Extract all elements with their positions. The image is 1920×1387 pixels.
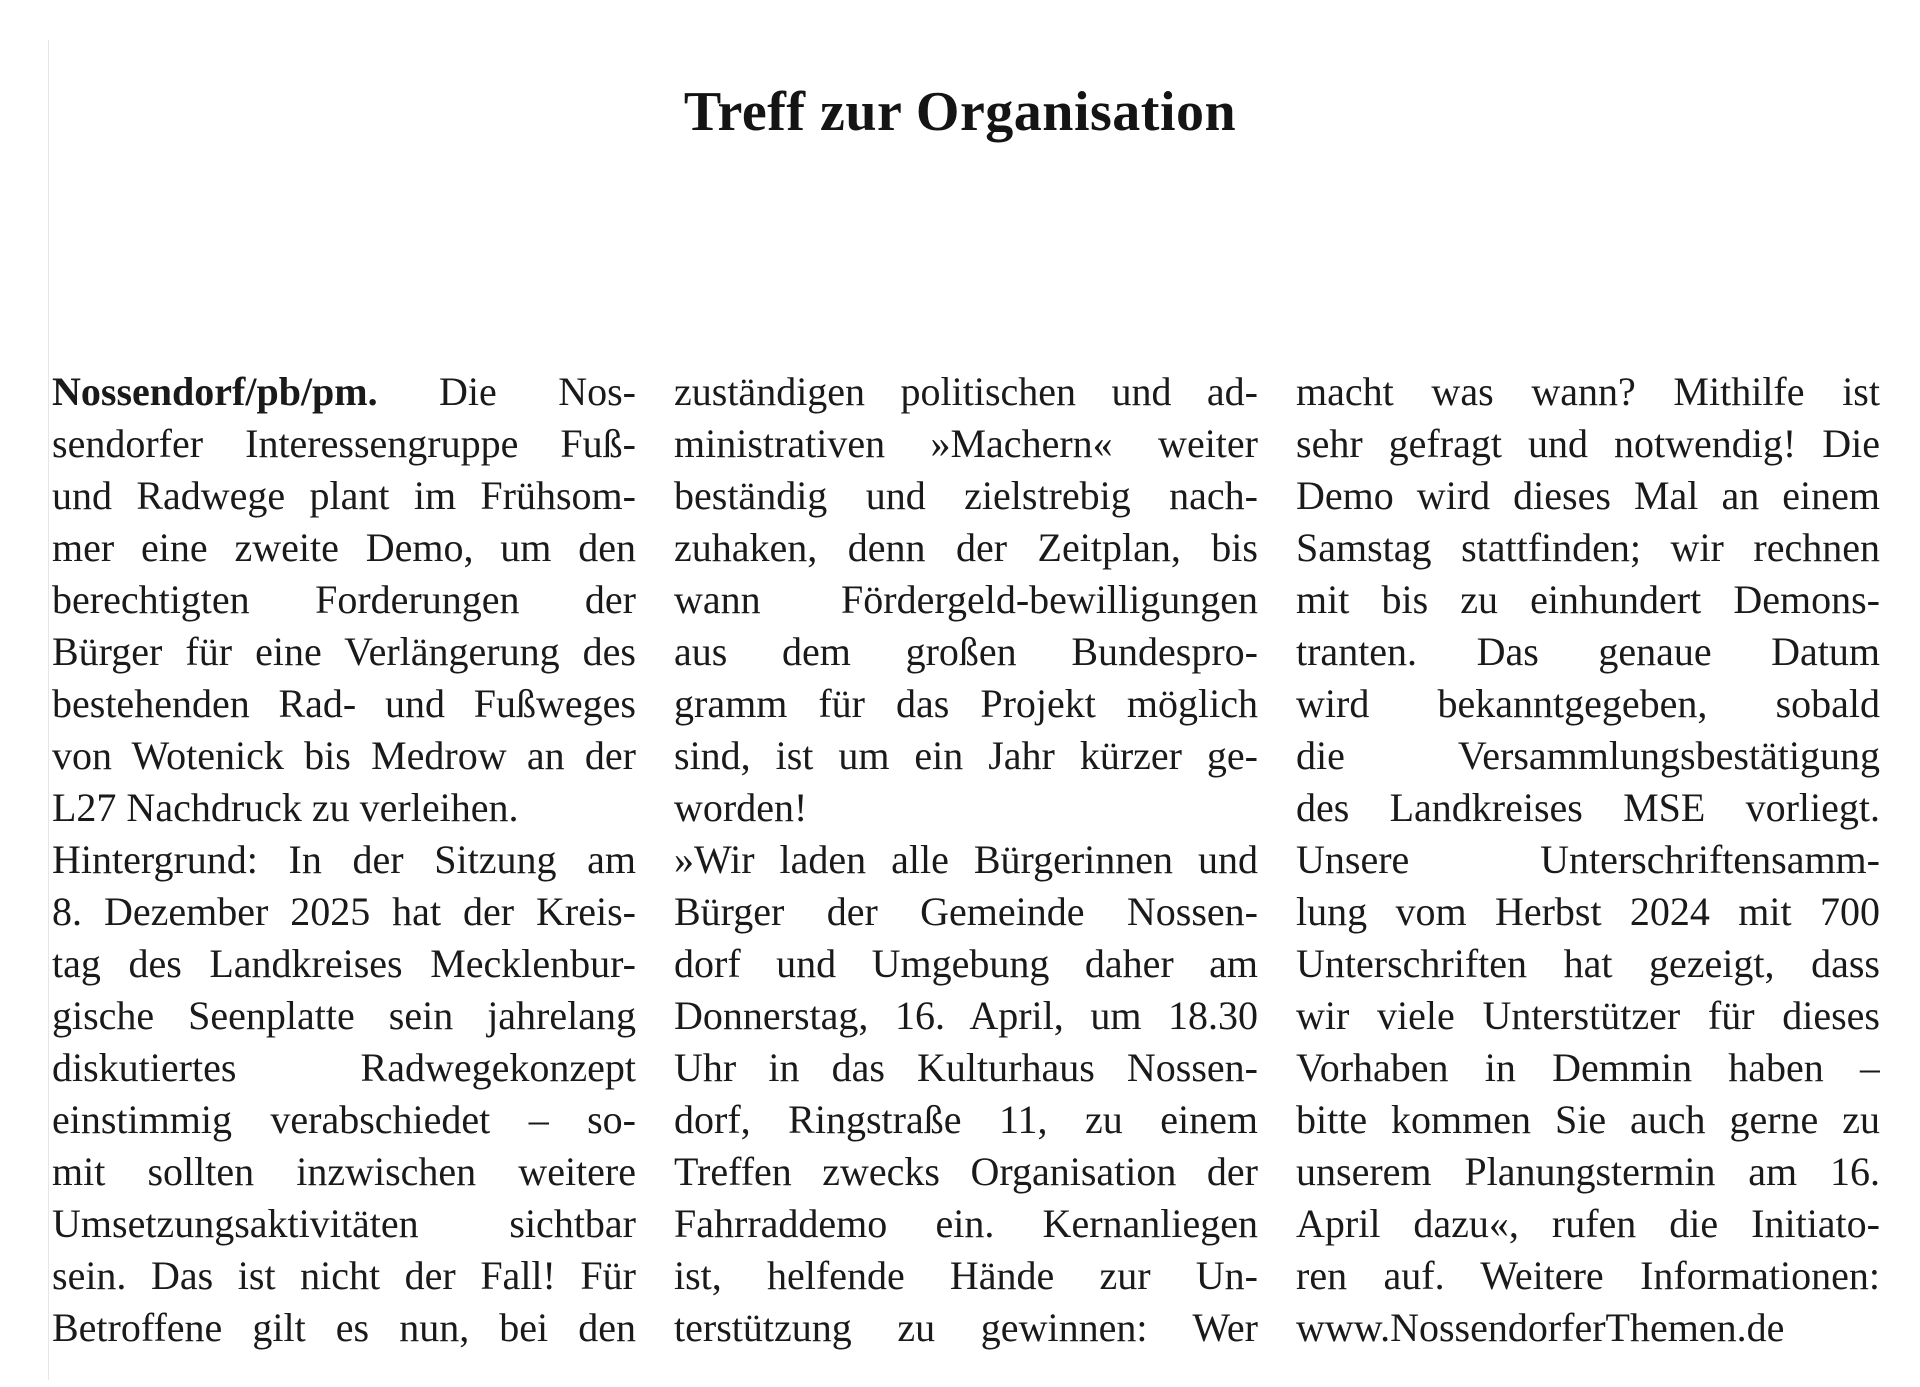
line-text: beständig und zielstrebig nach- [674, 473, 1258, 518]
text-line [52, 1250, 636, 1302]
line-text: mit sollten inzwischen weitere [52, 1149, 636, 1194]
line-text: mer eine zweite Demo, um den [52, 525, 636, 570]
line-text: Betroffene gilt es nun, bei den [52, 1305, 636, 1350]
line-text: sind, ist um ein Jahr kürzer ge- [674, 733, 1258, 778]
text-line [52, 678, 636, 730]
text-line [674, 1094, 1258, 1146]
line-text: Uhr in das Kulturhaus Nossen- [674, 1045, 1258, 1090]
text-line [674, 470, 1258, 522]
text-line [1296, 730, 1880, 782]
line-text: L27 Nachdruck zu verleihen. [52, 785, 519, 830]
line-text: unserem Planungstermin am 16. [1296, 1149, 1880, 1194]
line-text: Umsetzungsaktivitäten sichtbar [52, 1201, 636, 1246]
line-text: wir viele Unterstützer für dieses [1296, 993, 1880, 1038]
text-line [674, 730, 1258, 782]
line-text: sein. Das ist nicht der Fall! Für [52, 1253, 636, 1298]
line-text: mit bis zu einhundert Demons- [1296, 577, 1880, 622]
text-line [52, 886, 636, 938]
text-line [52, 626, 636, 678]
article-column-2 [674, 366, 1258, 1356]
text-line [52, 834, 636, 886]
line-text: bestehenden Rad- und Fußweges [52, 681, 636, 726]
text-line [674, 938, 1258, 990]
article-column-1 [52, 366, 636, 1356]
line-text: Bürger für eine Verlängerung des [52, 629, 636, 674]
line-text: wann Fördergeld-bewilligungen [674, 577, 1258, 622]
text-line [674, 886, 1258, 938]
text-line [1296, 1042, 1880, 1094]
text-line [52, 1094, 636, 1146]
text-line [1296, 470, 1880, 522]
line-text: Vorhaben in Demmin haben – [1296, 1045, 1880, 1090]
text-line [52, 1146, 636, 1198]
text-line [52, 574, 636, 626]
line-text: wird bekanntgegeben, sobald [1296, 681, 1880, 726]
text-line [1296, 1250, 1880, 1302]
article-column-3 [1296, 366, 1880, 1356]
text-line [674, 834, 1258, 886]
line-text: Treffen zwecks Organisation der [674, 1149, 1258, 1194]
text-line [674, 1250, 1258, 1302]
line-text: tranten. Das genaue Datum [1296, 629, 1880, 674]
line-text: Demo wird dieses Mal an einem [1296, 473, 1880, 518]
text-line [52, 1042, 636, 1094]
line-text: und Radwege plant im Frühsom- [52, 473, 636, 518]
line-text: worden! [674, 785, 808, 830]
text-line [52, 782, 636, 834]
article-dateline: Nossendorf/pb/pm. [52, 369, 378, 414]
text-line [674, 574, 1258, 626]
text-line [674, 366, 1258, 418]
text-line [1296, 366, 1880, 418]
line-text: Bürger der Gemeinde Nossen- [674, 889, 1258, 934]
line-text: Samstag stattfinden; wir rechnen [1296, 525, 1880, 570]
line-text: dorf und Umgebung daher am [674, 941, 1258, 986]
text-line [1296, 834, 1880, 886]
line-text: gramm für das Projekt möglich [674, 681, 1258, 726]
text-line [52, 522, 636, 574]
text-line [674, 1198, 1258, 1250]
text-line [674, 782, 1258, 834]
line-text: ist, helfende Hände zur Un- [674, 1253, 1258, 1298]
line-text: die Versammlungsbestätigung [1296, 733, 1880, 778]
line-text: 8. Dezember 2025 hat der Kreis- [52, 889, 636, 934]
text-line [674, 522, 1258, 574]
line-text: terstützung zu gewinnen: Wer [674, 1305, 1258, 1350]
line-text: dorf, Ringstraße 11, zu einem [674, 1097, 1258, 1142]
text-line [52, 938, 636, 990]
text-line [1296, 886, 1880, 938]
article-headline: Treff zur Organisation [683, 81, 1237, 143]
text-line [1296, 678, 1880, 730]
line-text: aus dem großen Bundespro- [674, 629, 1258, 674]
line-text: Die Nos- [377, 369, 636, 414]
text-line [674, 990, 1258, 1042]
text-line [52, 1302, 636, 1354]
line-text: Unsere Unterschriftensamm- [1296, 837, 1880, 882]
line-text: tag des Landkreises Mecklenbur- [52, 941, 636, 986]
line-text: »Wir laden alle Bürgerinnen und [674, 837, 1258, 882]
text-line [1296, 626, 1880, 678]
text-line [674, 1302, 1258, 1354]
line-text: diskutiertes Radwegekonzept [52, 1045, 636, 1090]
line-text: ren auf. Weitere Informationen: [1296, 1253, 1880, 1298]
text-line [674, 626, 1258, 678]
text-line [1296, 418, 1880, 470]
text-line [52, 418, 636, 470]
text-line [674, 1146, 1258, 1198]
article-body [52, 366, 1880, 1356]
text-line [52, 366, 636, 418]
line-text: www.NossendorferThemen.de [1296, 1305, 1785, 1350]
line-text: sehr gefragt und notwendig! Die [1296, 421, 1880, 466]
text-line [1296, 782, 1880, 834]
line-text: sendorfer Interessengruppe Fuß- [52, 421, 636, 466]
text-line [674, 1042, 1258, 1094]
text-line [1296, 522, 1880, 574]
line-text: Unterschriften hat gezeigt, dass [1296, 941, 1880, 986]
line-text: von Wotenick bis Medrow an der [52, 733, 636, 778]
text-line [52, 1198, 636, 1250]
line-text: bitte kommen Sie auch gerne zu [1296, 1097, 1880, 1142]
text-line [674, 418, 1258, 470]
line-text: zuständigen politischen und ad- [674, 369, 1258, 414]
line-text: April dazu«, rufen die Initiato- [1296, 1201, 1880, 1246]
line-text: gische Seenplatte sein jahrelang [52, 993, 636, 1038]
line-text: des Landkreises MSE vorliegt. [1296, 785, 1880, 830]
text-line [1296, 938, 1880, 990]
line-text: lung vom Herbst 2024 mit 700 [1296, 889, 1880, 934]
text-line [1296, 1146, 1880, 1198]
text-line [1296, 1302, 1880, 1354]
line-text: zuhaken, denn der Zeitplan, bis [674, 525, 1258, 570]
text-line [52, 730, 636, 782]
line-text: berechtigten Forderungen der [52, 577, 636, 622]
text-line [674, 678, 1258, 730]
text-line [1296, 574, 1880, 626]
line-text: ministrativen »Machern« weiter [674, 421, 1258, 466]
line-text: Hintergrund: In der Sitzung am [52, 837, 636, 882]
article-subheadline [0, 232, 1920, 322]
line-text: Donnerstag, 16. April, um 18.30 [674, 993, 1258, 1038]
line-text: Fahrraddemo ein. Kernanliegen [674, 1201, 1258, 1246]
line-text: macht was wann? Mithilfe ist [1296, 369, 1880, 414]
text-line [1296, 1094, 1880, 1146]
line-text: einstimmig verabschiedet – so- [52, 1097, 636, 1142]
text-line [52, 990, 636, 1042]
text-line [1296, 990, 1880, 1042]
text-line [1296, 1198, 1880, 1250]
text-line [52, 470, 636, 522]
